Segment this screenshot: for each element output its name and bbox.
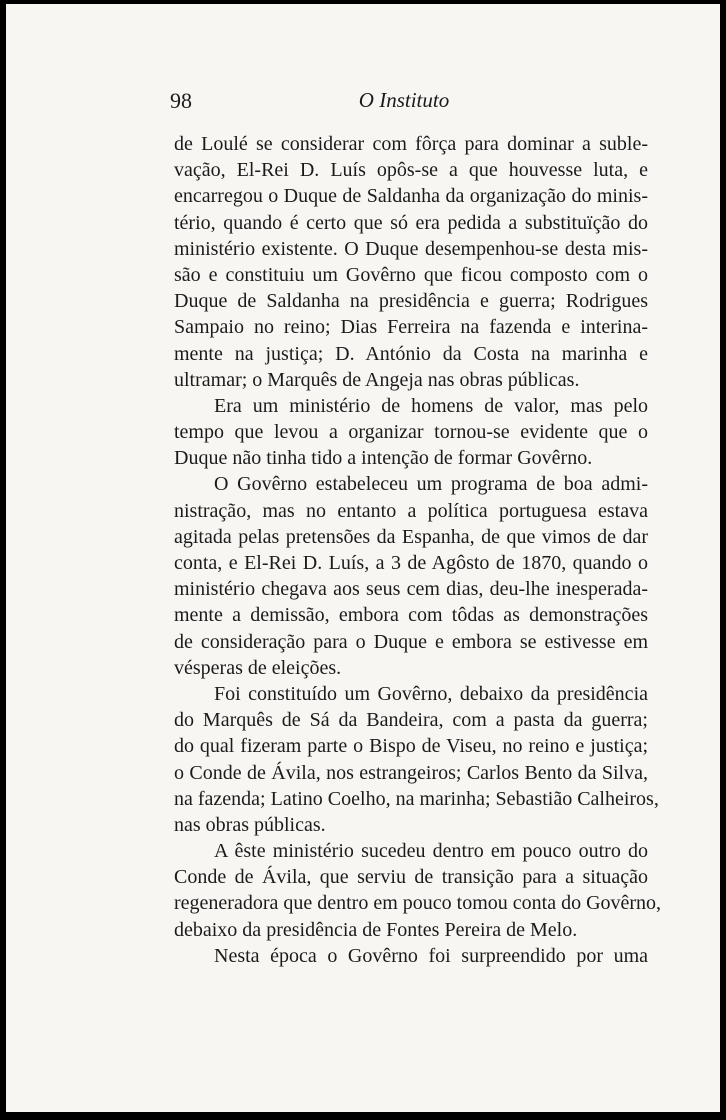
text-line: vésperas de eleições.: [174, 656, 342, 679]
text-line: do Marquês de Sá da Bandeira, com a pasta da guerra;: [174, 709, 648, 732]
text-line: nas obras públicas.: [174, 813, 326, 836]
text-line: ministério chegava aos seus cem dias, deu-lhe inesperada-: [174, 578, 648, 601]
text-line: Conde de Ávila, que serviu de transição para a situação: [174, 866, 648, 889]
text-line: de consideração para o Duque e embora se estivesse em: [174, 630, 648, 653]
running-head: O Instituto: [358, 88, 450, 112]
text-line: Duque de Saldanha na presidência e guerra; Rodrigues: [174, 290, 648, 313]
text-line: mente na justiça; D. António da Costa na marinha e: [174, 342, 648, 365]
text-line: Duque não tinha tido a intenção de formar Govêrno.: [174, 447, 593, 470]
text-line: ministério existente. O Duque desempenhou-se desta mis-: [174, 237, 648, 260]
text-line: Nesta época o Govêrno foi surpreendido por uma: [214, 944, 648, 967]
text-line: mente a demissão, embora com tôdas as demonstrações: [174, 604, 648, 627]
text-line: de Loulé se considerar com fôrça para dominar a suble-: [174, 133, 648, 155]
text-line: do qual fizeram parte o Bispo de Viseu, no reino e justiça;: [174, 735, 648, 758]
text-line: nistração, mas no entanto a política portuguesa estava: [174, 499, 648, 522]
text-line: conta, e El-Rei D. Luís, a 3 de Agôsto de 1870, quando o: [174, 552, 648, 574]
book-page: [6, 4, 720, 1112]
text-line: debaixo da presidência de Fontes Pereira de Melo.: [174, 918, 578, 941]
text-line: Foi constituído um Govêrno, debaixo da presidência: [214, 682, 648, 705]
body-text: [174, 131, 662, 969]
text-line: na fazenda; Latino Coelho, na marinha; Sebastião Calheiros,: [174, 787, 659, 810]
text-line: Sampaio no reino; Dias Ferreira na fazenda e interina-: [174, 316, 648, 339]
text-line: tempo que levou a organizar tornou-se evidente que o: [174, 421, 648, 444]
text-line: são e constituiu um Govêrno que ficou composto com o: [174, 263, 648, 286]
text-line: agitada pelas pretensões da Espanha, de que vimos de dar: [174, 525, 648, 548]
text-line: ultramar; o Marquês de Angeja nas obras públicas.: [174, 368, 580, 391]
text-line: O Govêrno estabeleceu um programa de boa admi-: [214, 473, 648, 496]
text-line: tério, quando é certo que só era pedida a substituïção do: [174, 211, 648, 234]
text-line: A êste ministério sucedeu dentro em pouco outro do: [214, 840, 648, 863]
page-number: 98: [170, 88, 192, 113]
text-line: o Conde de Ávila, nos estrangeiros; Carlos Bento da Silva,: [174, 761, 648, 784]
text-line: vação, El-Rei D. Luís opôs-se a que houvesse luta, e: [174, 159, 648, 182]
text-line: regeneradora que dentro em pouco tomou conta do Govêrno,: [174, 892, 662, 915]
text-line: Era um ministério de homens de valor, mas pelo: [214, 394, 648, 417]
text-line: encarregou o Duque de Saldanha da organização do minis-: [174, 185, 648, 208]
